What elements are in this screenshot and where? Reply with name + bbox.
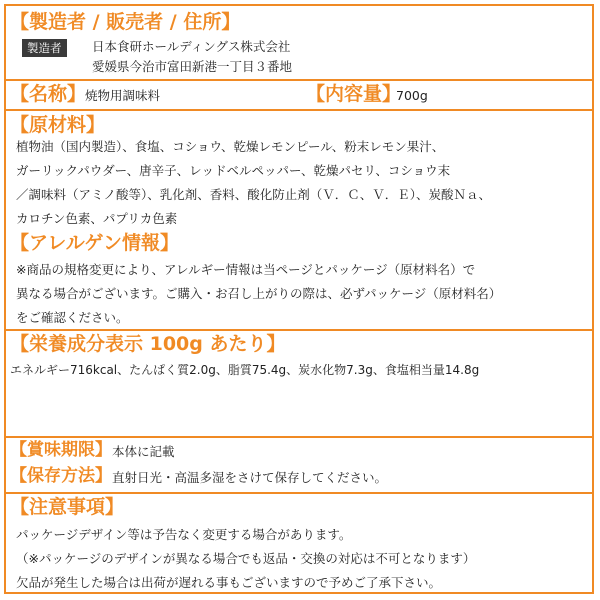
notice-line: 欠品が発生した場合は出荷が遅れる事もございますので予めご了承下さい。: [16, 575, 442, 590]
volume-heading: 【内容量】: [306, 83, 402, 105]
notice-line: （※パッケージのデザインが異なる場合でも返品・交換の対応は不可となります）: [16, 551, 476, 566]
maker-badge: 製造者: [22, 39, 67, 57]
company-name: 日本食研ホールディングス株式会社: [92, 39, 291, 54]
divider-4: [6, 436, 592, 438]
nutrition-value: エネルギー716kcal、たんぱく質2.0g、脂質75.4g、炭水化物7.3g、食塩相当量14.8g: [10, 363, 480, 377]
nutrition-heading: 【栄養成分表示 100g あたり】: [10, 333, 286, 355]
storage-heading: 【保存方法】: [10, 466, 112, 486]
product-info-frame: [4, 4, 594, 594]
notice-heading: 【注意事項】: [10, 496, 125, 518]
allergen-line: 異なる場合がございます。ご購入・お召し上がりの際は、必ずパッケージ（原材料名）: [16, 286, 502, 301]
name-heading: 【名称】: [10, 83, 87, 105]
storage-value: 直射日光・高温多湿をさけて保存してください。: [112, 470, 388, 485]
ingredients-line: カロチン色素、パプリカ色素: [16, 211, 178, 226]
ingredients-line: 植物油（国内製造）、食塩、コショウ、乾燥レモンピール、粉末レモン果汁、: [16, 139, 445, 154]
expiry-value: 本体に記載: [112, 444, 175, 459]
divider-3: [6, 329, 592, 331]
divider-2: [6, 109, 592, 111]
name-value: 焼物用調味料: [85, 88, 161, 103]
divider-5: [6, 492, 592, 494]
maker-heading: 【製造者 / 販売者 / 住所】: [10, 11, 241, 33]
allergen-line: ※商品の規格変更により、アレルギー情報は当ページとパッケージ（原材料名）で: [16, 262, 476, 277]
divider-1: [6, 79, 592, 81]
ingredients-line: ガーリックパウダー、唐辛子、レッドベルペッパー、乾燥パセリ、コショウ末: [16, 163, 451, 178]
notice-line: パッケージデザイン等は予告なく変更する場合があります。: [16, 527, 352, 542]
allergen-line: をご確認ください。: [16, 310, 129, 325]
company-address: 愛媛県今治市富田新港一丁目３番地: [92, 59, 293, 74]
allergen-heading: 【アレルゲン情報】: [10, 232, 180, 254]
expiry-heading: 【賞味期限】: [10, 440, 112, 460]
ingredients-heading: 【原材料】: [10, 114, 106, 136]
ingredients-line: ／調味料（アミノ酸等）、乳化剤、香料、酸化防止剤（Ｖ．Ｃ、Ｖ．Ｅ）、炭酸Ｎａ、: [16, 187, 492, 202]
volume-value: 700g: [396, 88, 428, 103]
